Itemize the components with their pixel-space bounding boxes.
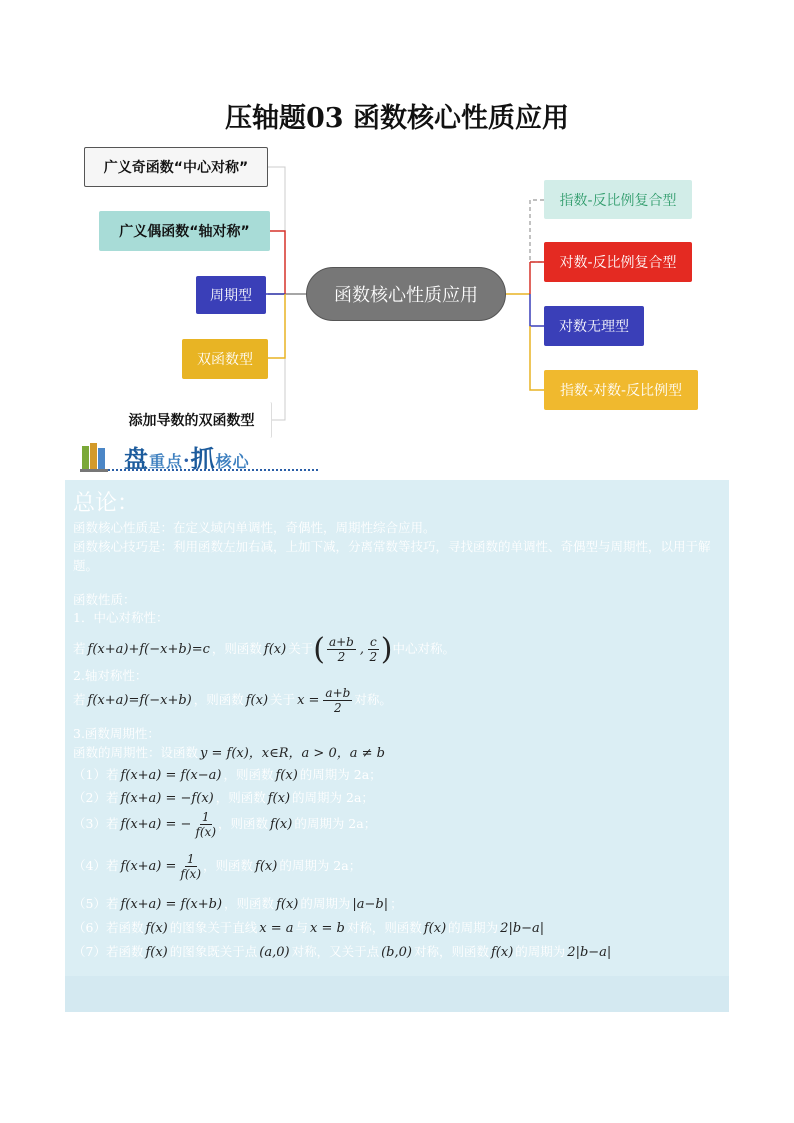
text: ，则函数 bbox=[215, 790, 266, 805]
formula: f(x) bbox=[423, 921, 447, 936]
formula: f(x) bbox=[263, 642, 287, 657]
text: ，则函数 bbox=[203, 858, 254, 873]
formula: f(x+a) = − bbox=[120, 817, 192, 832]
formula: y = f(x)，x∈R，a > 0，a ≠ b bbox=[200, 746, 385, 761]
text: ； bbox=[390, 896, 403, 911]
prop3-definition bbox=[73, 742, 387, 761]
text: ，则函数 bbox=[223, 767, 274, 782]
mindmap-node-dual-derivative: 添加导数的双函数型 bbox=[112, 402, 272, 438]
period-item-6 bbox=[73, 918, 546, 936]
summary-panel bbox=[65, 480, 729, 1012]
text: 的周期为 2a； bbox=[292, 790, 374, 805]
text: （2）若 bbox=[73, 790, 119, 805]
mindmap-node-dual-function: 双函数型 bbox=[182, 339, 268, 379]
paren-close: ) bbox=[380, 632, 393, 667]
books-icon bbox=[80, 440, 110, 472]
text: （5）若 bbox=[73, 896, 119, 911]
text: 的周期为 2a； bbox=[294, 816, 377, 831]
prop2-statement bbox=[73, 686, 392, 715]
formula: f(x+a) = f(x−a) bbox=[120, 768, 222, 783]
intro-line-1: 函数核心性质是：在定义域内单调性，奇偶性，周期性综合应用。 bbox=[73, 520, 436, 535]
text: 的周期为 2a； bbox=[279, 858, 362, 873]
mindmap-node-log-irrational: 对数无理型 bbox=[544, 306, 644, 346]
prop2-title: 2.轴对称性： bbox=[73, 668, 148, 683]
text: 与 bbox=[295, 920, 309, 935]
numerator: 1 bbox=[201, 810, 210, 824]
formula: f(x) bbox=[270, 817, 293, 832]
fraction bbox=[323, 686, 352, 715]
formula: f(x) bbox=[276, 897, 299, 912]
comma: , bbox=[359, 642, 364, 657]
text: 关于 bbox=[270, 692, 296, 707]
period-item-3 bbox=[73, 810, 376, 839]
text: 关于 bbox=[288, 641, 314, 656]
banner-char-3: 抓 bbox=[190, 444, 216, 473]
text: 对称，又关于点 bbox=[291, 944, 380, 959]
formula: x = bbox=[297, 693, 320, 708]
formula: f(x) bbox=[267, 791, 291, 806]
text: 对称，则函数 bbox=[413, 944, 489, 959]
formula: f(x) bbox=[255, 859, 278, 874]
formula: f(x+a)+f(−x+b)=c bbox=[87, 642, 210, 657]
formula: x = a bbox=[259, 921, 294, 936]
text: 对称，则函数 bbox=[346, 920, 422, 935]
fraction bbox=[327, 635, 356, 664]
text: 若 bbox=[73, 641, 86, 656]
denominator: f(x) bbox=[195, 825, 217, 839]
formula: (b,0) bbox=[381, 945, 412, 960]
text: 若 bbox=[73, 692, 86, 707]
denominator: 2 bbox=[369, 650, 378, 664]
formula: f(x) bbox=[245, 693, 269, 708]
formula: f(x+a)=f(−x+b) bbox=[87, 693, 192, 708]
denominator: 2 bbox=[337, 650, 346, 664]
text: 函数的周期性：设函数 bbox=[73, 745, 199, 760]
period-item-4 bbox=[73, 852, 361, 881]
banner-char-2: 重点 bbox=[149, 452, 184, 471]
text: （3）若 bbox=[73, 816, 119, 831]
panel-heading: 总论： bbox=[73, 491, 140, 516]
formula: x = b bbox=[310, 921, 345, 936]
page-title: 压轴题03 函数核心性质应用 bbox=[225, 103, 569, 134]
text: 的周期为 bbox=[448, 920, 499, 935]
banner-char-4: 核心 bbox=[215, 452, 250, 471]
formula: f(x) bbox=[145, 921, 168, 936]
text: ，则函数 bbox=[193, 692, 244, 707]
text: 的图象关于直线 bbox=[169, 920, 258, 935]
prop1-statement bbox=[73, 632, 455, 667]
text: 中心对称。 bbox=[392, 641, 455, 656]
paren-open: ( bbox=[313, 632, 325, 667]
period-item-5 bbox=[73, 894, 403, 912]
props-title: 函数性质： bbox=[73, 592, 136, 607]
text: 的图象既关于点 bbox=[169, 944, 258, 959]
banner-dot: · bbox=[183, 450, 191, 472]
formula: 2|b−a| bbox=[567, 945, 612, 960]
text: ，则函数 bbox=[218, 816, 269, 831]
mindmap-node-periodic: 周期型 bbox=[196, 276, 266, 314]
numerator: 1 bbox=[186, 852, 195, 866]
text: （1）若 bbox=[73, 767, 119, 782]
mindmap-node-exp-reciprocal: 指数-反比例复合型 bbox=[544, 180, 692, 219]
formula: f(x+a) = −f(x) bbox=[120, 791, 214, 806]
formula: f(x) bbox=[275, 768, 298, 783]
formula: f(x) bbox=[490, 945, 514, 960]
period-item-2 bbox=[73, 788, 374, 806]
formula: f(x) bbox=[145, 945, 168, 960]
banner-char-1: 盘 bbox=[124, 444, 149, 473]
period-item-7 bbox=[73, 942, 613, 960]
mindmap-node-generalized-even: 广义偶函数“轴对称” bbox=[99, 211, 270, 251]
text: 的周期为 bbox=[300, 896, 351, 911]
fraction bbox=[180, 852, 201, 881]
numerator: a+b bbox=[325, 686, 351, 700]
text: ，则函数 bbox=[224, 896, 275, 911]
formula: 2|b−a| bbox=[500, 921, 545, 936]
denominator: f(x) bbox=[180, 867, 201, 881]
mindmap-node-log-reciprocal: 对数-反比例复合型 bbox=[544, 242, 692, 282]
text: ，则函数 bbox=[211, 641, 262, 656]
intro-line-2: 函数核心技巧是：利用函数左加右减，上加下减，分离常数等技巧，寻找函数的单调性、奇偶型与周期性，以用于解题。 bbox=[73, 539, 711, 573]
mindmap-center-node: 函数核心性质应用 bbox=[306, 267, 506, 321]
text: 的周期为 2a； bbox=[299, 767, 382, 782]
numerator: a+b bbox=[328, 635, 354, 649]
text: （6）若函数 bbox=[73, 920, 144, 935]
formula: f(x+a) = f(x+b) bbox=[120, 897, 223, 912]
numerator: c bbox=[369, 635, 377, 649]
fraction bbox=[368, 635, 379, 664]
banner-dotted-line bbox=[108, 469, 318, 471]
text: （7）若函数 bbox=[73, 944, 144, 959]
mindmap-node-exp-log-reciprocal: 指数-对数-反比例型 bbox=[544, 370, 698, 410]
formula: (a,0) bbox=[259, 945, 290, 960]
mindmap-node-generalized-odd: 广义奇函数“中心对称” bbox=[84, 147, 268, 187]
prop1-title: 1．中心对称性： bbox=[73, 610, 169, 625]
section-banner bbox=[78, 436, 328, 478]
text: （4）若 bbox=[73, 858, 119, 873]
text: 对称。 bbox=[354, 692, 392, 707]
fraction bbox=[195, 810, 216, 839]
denominator: 2 bbox=[334, 701, 342, 715]
formula: f(x+a) = bbox=[120, 859, 177, 874]
prop3-title: 3.函数周期性： bbox=[73, 726, 160, 741]
text: 的周期为 bbox=[515, 944, 566, 959]
panel-footer-strip bbox=[65, 976, 729, 1012]
formula: |a−b| bbox=[352, 897, 389, 912]
period-item-1 bbox=[73, 765, 382, 783]
